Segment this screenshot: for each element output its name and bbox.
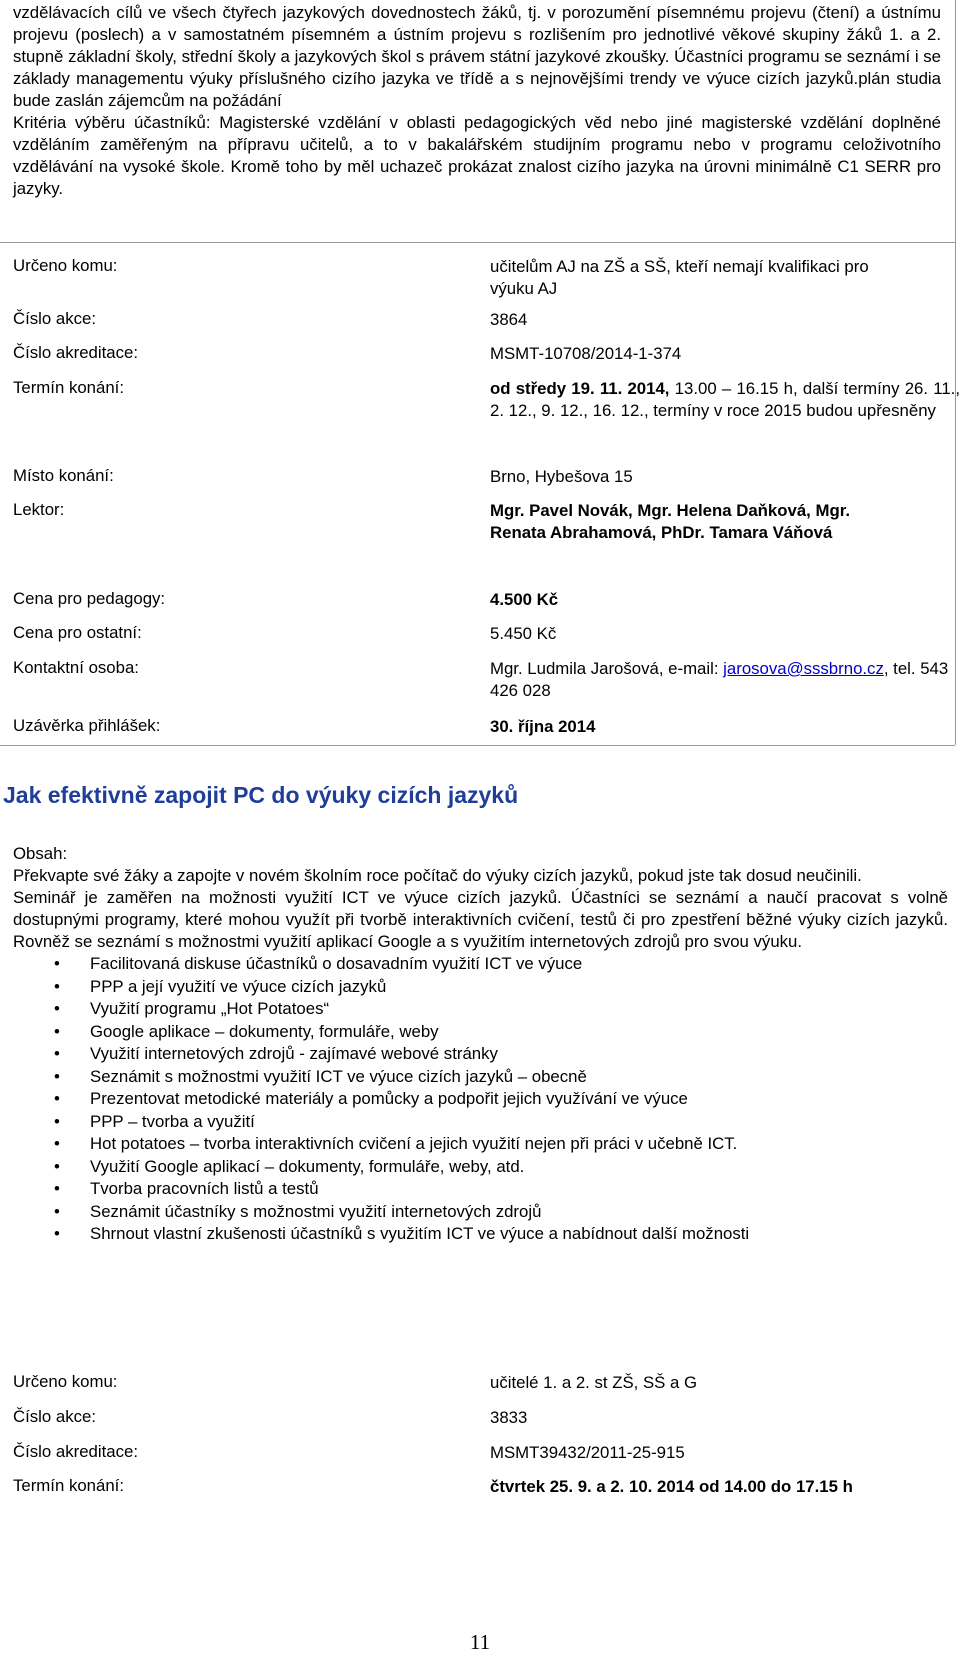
bullet-text: Seznámit účastníky s možnostmi využití internetových zdrojů [90,1201,542,1221]
bullet-dot-icon: • [54,1156,60,1176]
c2-termin-value: čtvrtek 25. 9. a 2. 10. 2014 od 14.00 do 17.15 h [490,1477,853,1496]
bullet-text: Tvorba pracovních listů a testů [90,1179,319,1198]
bullet-dot-icon: • [54,1089,60,1108]
course2-intro: Překvapte své žáky a zapojte v novém školním roce počítač do výuky cizích jazyků, pokud jste tak dosud neučinili. [13,866,862,885]
c2-cislo-akce-value: 3833 [490,1408,528,1427]
bullet-item [13,976,948,999]
c2-akreditace-label: Číslo akreditace: [13,1442,138,1461]
top-paragraph [13,2,941,112]
bullet-item [13,1043,948,1066]
contact-email-link[interactable]: jarosova@sssbrno.cz [723,659,884,678]
course2-content [13,843,948,1246]
obsah-label: Obsah: [13,844,68,863]
lektor-value: Mgr. Pavel Novák, Mgr. Helena Daňková, Mgr. Renata Abrahamová, PhDr. Tamara Váňová [490,501,850,542]
urceno-label: Určeno komu: [13,256,118,275]
akreditace-value: MSMT-10708/2014-1-374 [490,344,682,363]
cena-pedagogy-label: Cena pro pedagogy: [13,589,166,608]
separator-top [0,242,955,243]
urceno-value: učitelům AJ na ZŠ a SŠ, kteří nemají kvalifikaci pro výuku AJ [490,257,869,298]
c2-urceno-value: učitelé 1. a 2. st ZŠ, SŠ a G [490,1373,698,1392]
bullet-item [13,1223,948,1246]
termin-rest: 13.00 – 16.15 h, další termíny 26. 11., 2. 12., 9. 12., 16. 12., termíny v roce 2015 budou upřesněny [490,379,960,420]
bullet-text: Google aplikace – dokumenty, formuláře, weby [90,1021,439,1041]
bullet-dot-icon: • [54,1224,60,1243]
kontakt-label: Kontaktní osoba: [13,658,139,677]
kontakt-suffix: , tel. 543 426 028 [490,659,949,700]
bullet-item [13,1088,948,1111]
termin-bold: od středy 19. 11. 2014, [490,379,670,398]
bullet-item [13,1111,948,1134]
misto-label: Místo konání: [13,466,114,485]
termin-label: Termín konání: [13,378,124,397]
bullet-dot-icon: • [54,1066,60,1086]
plan-text: plán studia bude zaslán zájemcům na požádání [13,69,941,110]
bullet-text: Využití Google aplikací – dokumenty, formuláře, weby, atd. [90,1156,525,1176]
bullet-item [13,1156,948,1179]
bullet-item [13,953,948,976]
c2-akreditace-value: MSMT39432/2011-25-915 [490,1443,685,1462]
bullet-text: Hot potatoes – tvorba interaktivních cvičení a jejich využití nejen při práci v učebně ICT. [90,1134,738,1153]
bullet-text: Shrnout vlastní zkušenosti účastníků s využitím ICT ve výuce a nabídnout další možnosti [90,1224,750,1243]
top-paragraph-text: vzdělávacích cílů ve všech čtyřech jazykových dovednostech žáků, tj. v porozumění písemnému projevu (čtení) a ústnímu projevu (poslech) a v samostatném písemném a ústním projevu s rozlišením pro jednotlivé věkové skupiny žáků 1. a 2. stupně základní školy, střední školy a jazykových škol s právem státní jazykové zkoušky. Účastníci programu se seznámí i se základy managementu výuky příslušného cizího jazyka ve třídě a s nejnovějšími trendy ve výuce cizích jazyků. [13,3,941,88]
bullet-dot-icon: • [54,1179,60,1198]
bullet-text: Facilitovaná diskuse účastníků o dosavadním využití ICT ve výuce [90,954,583,973]
criteria-paragraph: Kritéria výběru účastníků: Magisterské vzdělání v oblasti pedagogických věd nebo jiné magisterské vzdělání doplněné vzděláním zaměřeným na přípravu učitelů, a to v bakalářském studijním programu nebo v programu celoživotního vzdělávání na vysoké škole. Kromě toho by měl uchazeč prokázat znalost cizího jazyka na úrovni minimálně C1 SERR pro jazyky. [13,113,941,198]
bullet-dot-icon: • [54,1044,60,1063]
lektor-label: Lektor: [13,500,65,519]
cislo-akce-label: Číslo akce: [13,309,97,328]
bullet-dot-icon: • [54,1201,60,1221]
cena-ostatni-label: Cena pro ostatní: [13,623,142,642]
uzaverka-value: 30. října 2014 [490,717,596,736]
bullet-item [13,1066,948,1089]
kontakt-value [490,658,960,702]
bullet-text: PPP a její využití ve výuce cizích jazyků [90,976,387,996]
bullet-text: Využití internetových zdrojů - zajímavé webové stránky [90,1044,498,1063]
separator-bottom [0,745,955,746]
c2-termin-label: Termín konání: [13,1476,124,1495]
bullet-dot-icon: • [54,1134,60,1153]
bullet-dot-icon: • [54,976,60,996]
course2-title: Jak efektivně zapojit PC do výuky cizích jazyků [3,782,519,808]
bullet-item [13,998,948,1021]
bullet-item [13,1133,948,1156]
termin-value [490,378,960,422]
course2-bullet-list [13,953,948,1246]
uzaverka-label: Uzávěrka přihlášek: [13,716,161,735]
bullet-dot-icon: • [54,999,60,1018]
bullet-text: Prezentovat metodické materiály a pomůcky a podpořit jejich využívání ve výuce [90,1089,688,1108]
page-number: 11 [469,1630,491,1654]
cislo-akce-value: 3864 [490,310,528,329]
bullet-item [13,1178,948,1201]
akreditace-label: Číslo akreditace: [13,343,138,362]
cena-pedagogy-value: 4.500 Kč [490,590,559,609]
cena-ostatni-value: 5.450 Kč [490,624,557,643]
bullet-dot-icon: • [54,1111,60,1131]
bullet-text: PPP – tvorba a využití [90,1111,255,1131]
bullet-item [13,1021,948,1044]
bullet-item [13,1201,948,1224]
c2-cislo-akce-label: Číslo akce: [13,1407,97,1426]
bullet-text: Využití programu „Hot Potatoes“ [90,999,330,1018]
kontakt-prefix: Mgr. Ludmila Jarošová, e-mail: [490,659,724,678]
bullet-text: Seznámit s možnostmi využití ICT ve výuce cizích jazyků – obecně [90,1066,587,1086]
bullet-dot-icon: • [54,1021,60,1041]
misto-value: Brno, Hybešova 15 [490,467,633,486]
course2-description: Seminář je zaměřen na možnosti využití ICT ve výuce cizích jazyků. Účastníci se seznámí a naučí pracovat s volně dostupnými programy, které mohou využít při tvorbě interaktivních cvičení, testů či pro zpestření běžné výuky cizích jazyků. Rovněž se seznámí s možnostmi využití aplikací Google a s využitím internetových zdrojů pro svou výuku. [13,888,948,951]
bullet-dot-icon: • [54,954,60,973]
c2-urceno-label: Určeno komu: [13,1372,118,1391]
